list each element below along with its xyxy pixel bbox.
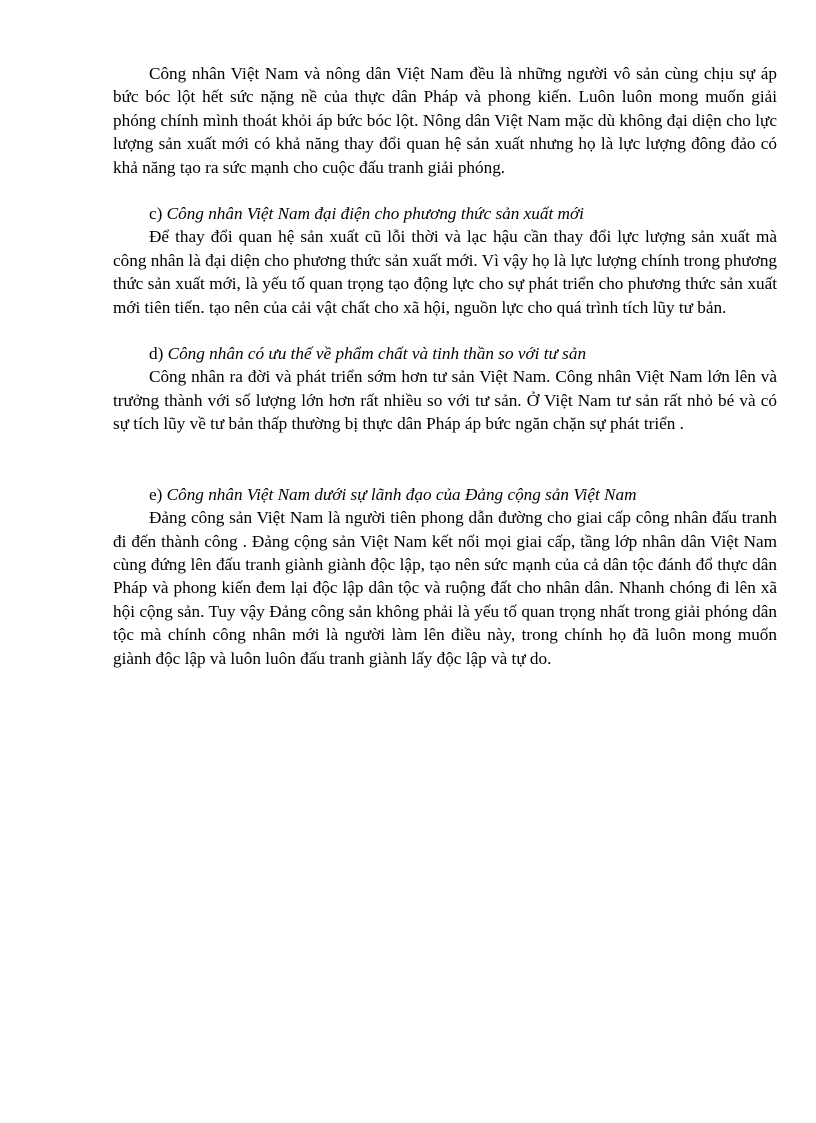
section-c-title: Công nhân Việt Nam đại điện cho phương thức sản xuất mới <box>166 204 584 224</box>
section-d-heading <box>113 342 777 365</box>
section-c-heading <box>113 202 777 225</box>
section-c-label: c) <box>149 204 163 224</box>
section-e-paragraph: Đảng công sản Việt Nam là người tiên phong dẫn đường cho giai cấp công nhân đấu tranh đi đến thành công . Đảng cộng sản Việt Nam kết nối mọi giai cấp, tầng lớp nhân dân Việt Nam cùng đứng lên đấu tranh giành giành độc lập, tạo nên sức mạnh của cả dân tộc đánh đổ thực dân Pháp và phong kiến đem lại độc lập dân tộc và ruộng đất cho nhân dân. Nhanh chóng đi lên xã hội cộng sản. Tuy vậy Đảng công sản không phải là yếu tố quan trọng nhất trong giải phóng dân tộc mà chính công nhân mới là người làm lên điều này, trong chính họ đã luôn mong muốn giành độc lập và luôn luôn đấu tranh giành lấy độc lập và tự do. <box>113 508 777 668</box>
section-e-label: e) <box>149 484 163 504</box>
section-d-title: Công nhân có ưu thế về phẩm chất và tinh thần so với tư sản <box>167 344 587 364</box>
document-page <box>113 62 777 670</box>
section-c-paragraph: Để thay đổi quan hệ sản xuất cũ lỗi thời và lạc hậu cần thay đổi lực lượng sản xuất mà công nhân là đại diện cho phương thức sản xuất mới. Vì vậy họ là lực lượng chính trong phương thức sản xuất mới, là yếu tố quan trọng tạo động lực cho sự phát triển cho phương thức sản xuất mới tiên tiến. tạo nên của cải vật chất cho xã hội, nguồn lực cho quá trình tích lũy tư bản. <box>113 227 778 317</box>
intro-paragraph: Công nhân Việt Nam và nông dân Việt Nam đều là những người vô sản cùng chịu sự áp bức bóc lột hết sức nặng nề của thực dân Pháp và phong kiến. Luôn luôn mong muốn giải phóng chính mình thoát khỏi áp bức bóc lột. Nông dân Việt Nam mặc dù không đại diện cho lực lượng sản xuất mới có khả năng thay đổi quan hệ sản xuất nhưng họ là lực lượng đông đảo có khả năng tạo ra sức mạnh cho cuộc đấu tranh giải phóng. <box>113 64 777 177</box>
spacer <box>113 179 777 202</box>
spacer <box>113 319 777 342</box>
section-d-paragraph: Công nhân ra đời và phát triển sớm hơn tư sản Việt Nam. Công nhân Việt Nam lớn lên và trưởng thành với số lượng lớn hơn rất nhiều so với tư sản. Ở Việt Nam tư sản rất nhỏ bé và có sự tích lũy về tư bản thấp thường bị thực dân Pháp áp bức ngăn chặn sự phát triển . <box>113 367 777 434</box>
section-e-title: Công nhân Việt Nam dưới sự lãnh đạo của Đảng cộng sản Việt Nam <box>166 484 637 504</box>
spacer <box>113 436 777 483</box>
section-d-label: d) <box>149 344 164 364</box>
section-e-heading <box>113 483 777 506</box>
